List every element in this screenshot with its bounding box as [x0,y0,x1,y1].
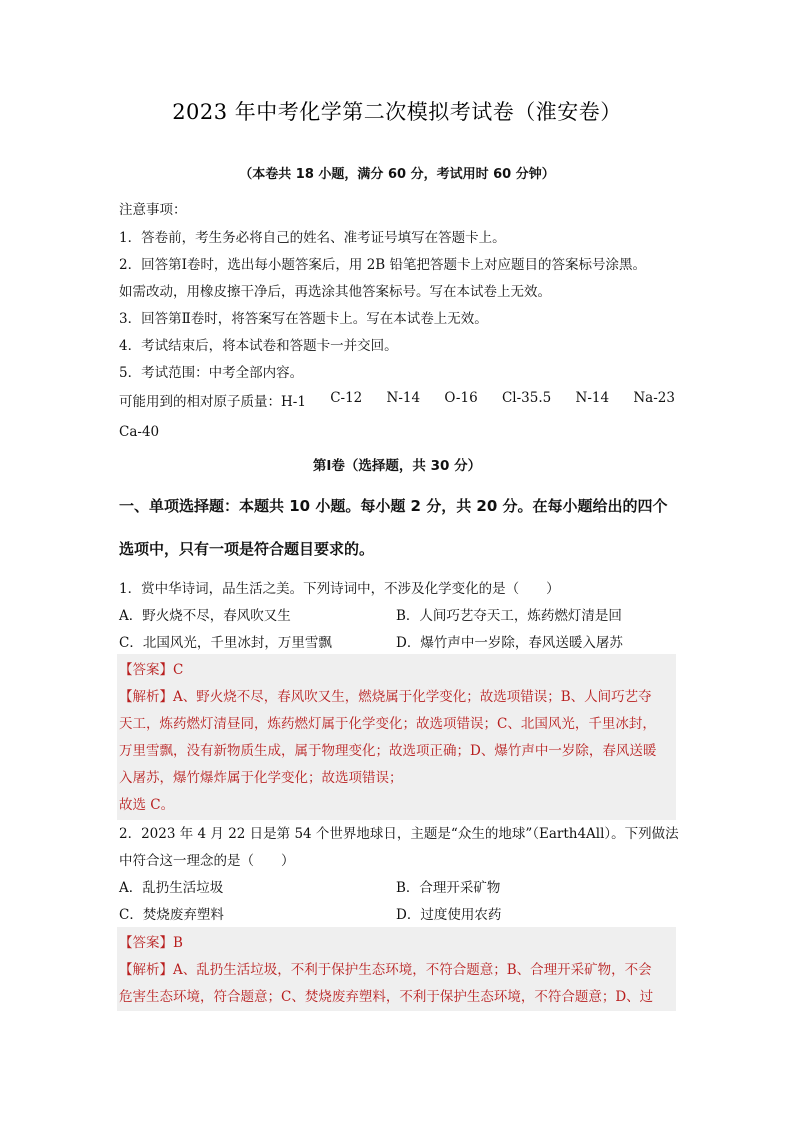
question-stem: 中符合这一理念的是（ ） [119,853,295,869]
section-instructions: 一、单项选择题：本题共 10 小题。每小题 2 分，共 20 分。在每小题给出的四个 [119,497,668,515]
atomic-mass-item: Cl-35.5 [501,390,552,406]
section-title: 第Ⅰ卷（选择题，共 30 分） [312,458,482,474]
note-item: 4．考试结束后，将本试卷和答题卡一并交回。 [119,338,398,354]
note-item: 3．回答第Ⅱ卷时，将答案写在答题卡上。写在本试卷上无效。 [119,311,488,327]
question-option: A．乱扔生活垃圾 [119,880,224,896]
answer-block [117,927,676,1011]
atomic-mass-item: N-14 [575,390,610,406]
question-option: B．人间巧艺夺天工，炼药燃灯清是回 [396,608,622,624]
notes-header: 注意事项： [119,202,187,218]
atomic-masses-line [119,390,675,410]
atomic-mass-item: N-14 [386,390,421,406]
question-stem: 2．2023 年 4 月 22 日是第 54 个世界地球日，主题是“众生的地球”（Earth4All）。下列做法 [119,826,679,842]
analysis-line: 故选 C。 [119,797,175,813]
analysis-line: 【解析】A、乱扔生活垃圾，不利于保护生态环境，不符合题意；B、合理开采矿物，不会 [119,962,652,978]
question-option: C．焚烧废弃塑料 [119,907,224,923]
atomic-masses-label: 可能用到的相对原子质量：H-1 [119,394,306,410]
note-item: 5．考试范围：中考全部内容。 [119,365,304,381]
question-option: D．爆竹声中一岁除，春风送暖入屠苏 [396,635,623,651]
analysis-line: 危害生态环境，符合题意；C、焚烧废弃塑料，不利于保护生态环境，不符合题意；D、过 [119,989,654,1005]
atomic-mass-item: Na-23 [633,390,675,406]
note-item: 如需改动，用橡皮擦干净后，再选涂其他答案标号。写在本试卷上无效。 [119,284,551,300]
atomic-mass-item: C-12 [330,390,363,406]
question-option: B．合理开采矿物 [396,880,501,896]
answer-label: 【答案】B [119,935,183,951]
analysis-line: 万里雪飘，没有新物质生成，属于物理变化；故选项正确；D、爆竹声中一岁除，春风送暖 [119,743,657,759]
analysis-line: 【解析】A、野火烧不尽，春风吹又生，燃烧属于化学变化；故选项错误；B、人间巧艺夺 [119,689,652,705]
section-instructions: 选项中，只有一项是符合题目要求的。 [119,540,375,558]
question-option: A．野火烧不尽，春风吹又生 [119,608,291,624]
atomic-mass-item: Ca-40 [119,424,160,440]
note-item: 1．答卷前，考生务必将自己的姓名、准考证号填写在答题卡上。 [119,230,506,246]
analysis-line: 天工，炼药燃灯清昼同，炼药燃灯属于化学变化；故选项错误；C、北国风光，千里冰封， [119,716,656,732]
answer-block [117,654,676,820]
exam-subtitle: （本卷共 18 小题，满分 60 分，考试用时 60 分钟） [239,167,555,182]
question-option: C．北国风光，千里冰封，万里雪飘 [119,635,332,651]
answer-label: 【答案】C [119,662,184,678]
question-option: D．过度使用农药 [396,907,502,923]
exam-title: 2023 年中考化学第二次模拟考试卷（淮安卷） [172,100,622,124]
analysis-line: 入屠苏，爆竹爆炸属于化学变化；故选项错误； [119,770,403,786]
note-item: 2．回答第Ⅰ卷时，选出每小题答案后，用 2B 铅笔把答题卡上对应题目的答案标号涂黑。 [119,257,647,273]
question-stem: 1．赏中华诗词，品生活之美。下列诗词中，不涉及化学变化的是（ ） [119,581,560,597]
atomic-mass-item: O-16 [444,390,478,406]
